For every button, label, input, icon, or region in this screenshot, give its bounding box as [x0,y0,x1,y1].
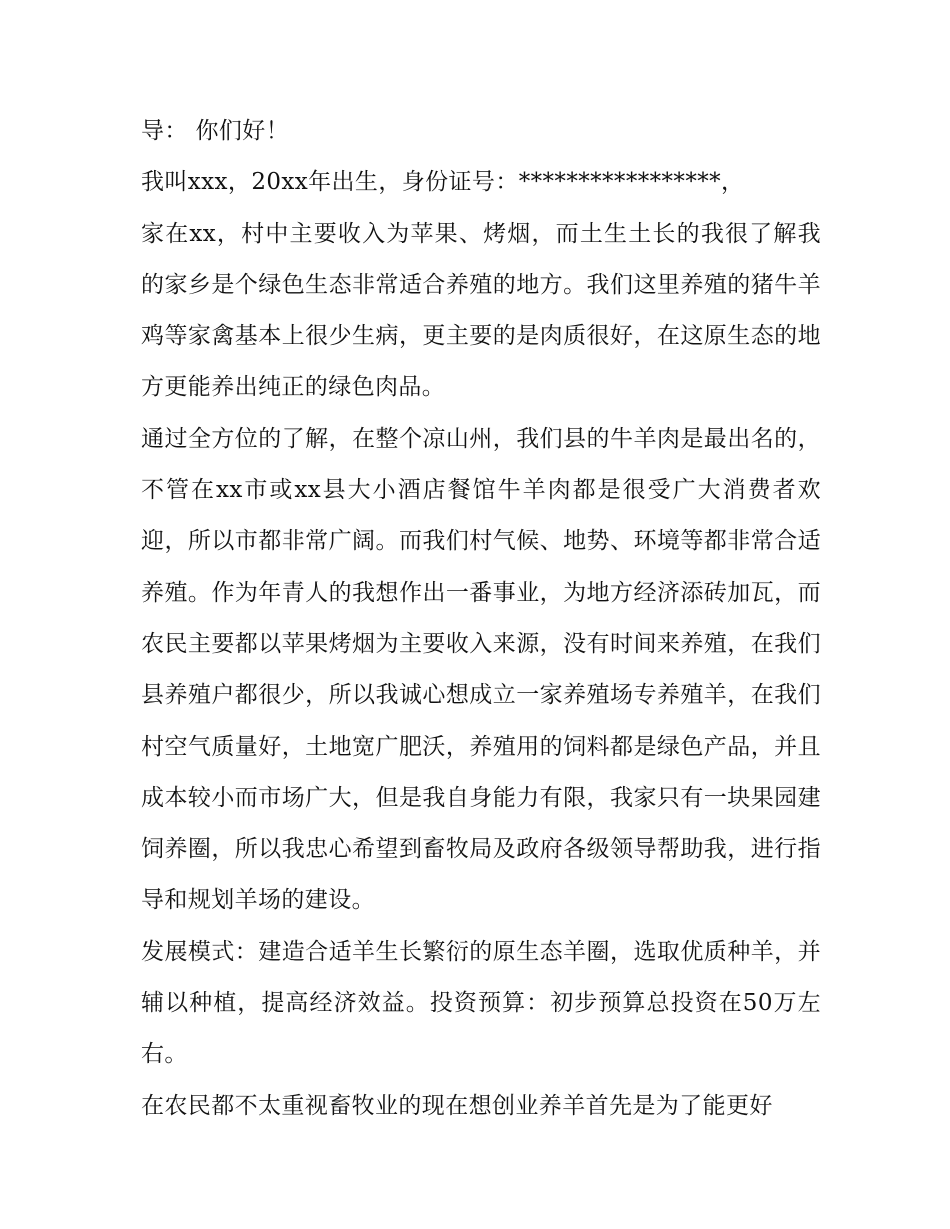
development-plan-paragraph: 发展模式：建造合适羊生长繁衍的原生态羊圈，选取优质种羊，并辅以种植，提高经济效益。投资预算：初步预算总投资在50万左右。 [141,938,821,1068]
hometown-paragraph: 家在xx，村中主要收入为苹果、烤烟，而土生土长的我很了解我的家乡是个绿色生态非常适合养殖的地方。我们这里养殖的猪牛羊鸡等家禽基本上很少生病，更主要的是肉质很好，在这原生态的地方更能养出纯正的绿色肉品。 [141,220,821,401]
market-analysis-paragraph: 通过全方位的了解，在整个凉山州，我们县的牛羊肉是最出名的，不管在xx市或xx县大小酒店餐馆牛羊肉都是很受广大消费者欢迎，所以市都非常广阔。而我们村气候、地势、环境等都非常合适养殖。作为年青人的我想作出一番事业，为地方经济添砖加瓦，而农民主要都以苹果烤烟为主要收入来源，没有时间来养殖，在我们县养殖户都很少，所以我诚心想成立一家养殖场专养殖羊，在我们村空气质量好，土地宽广肥沃，养殖用的饲料都是绿色产品，并且成本较小而市场广大，但是我自身能力有限，我家只有一块果园建饲养圈，所以我忠心希望到畜牧局及政府各级领导帮助我，进行指导和规划羊场的建设。 [141,425,821,914]
greeting-paragraph: 导： 你们好！ [141,118,290,144]
document-body [141,106,821,1132]
introduction-paragraph: 我叫xxx，20xx年出生，身份证号：*****************， [141,169,745,196]
motivation-paragraph: 在农民都不太重视畜牧业的现在想创业养羊首先是为了能更好 [141,1092,773,1119]
